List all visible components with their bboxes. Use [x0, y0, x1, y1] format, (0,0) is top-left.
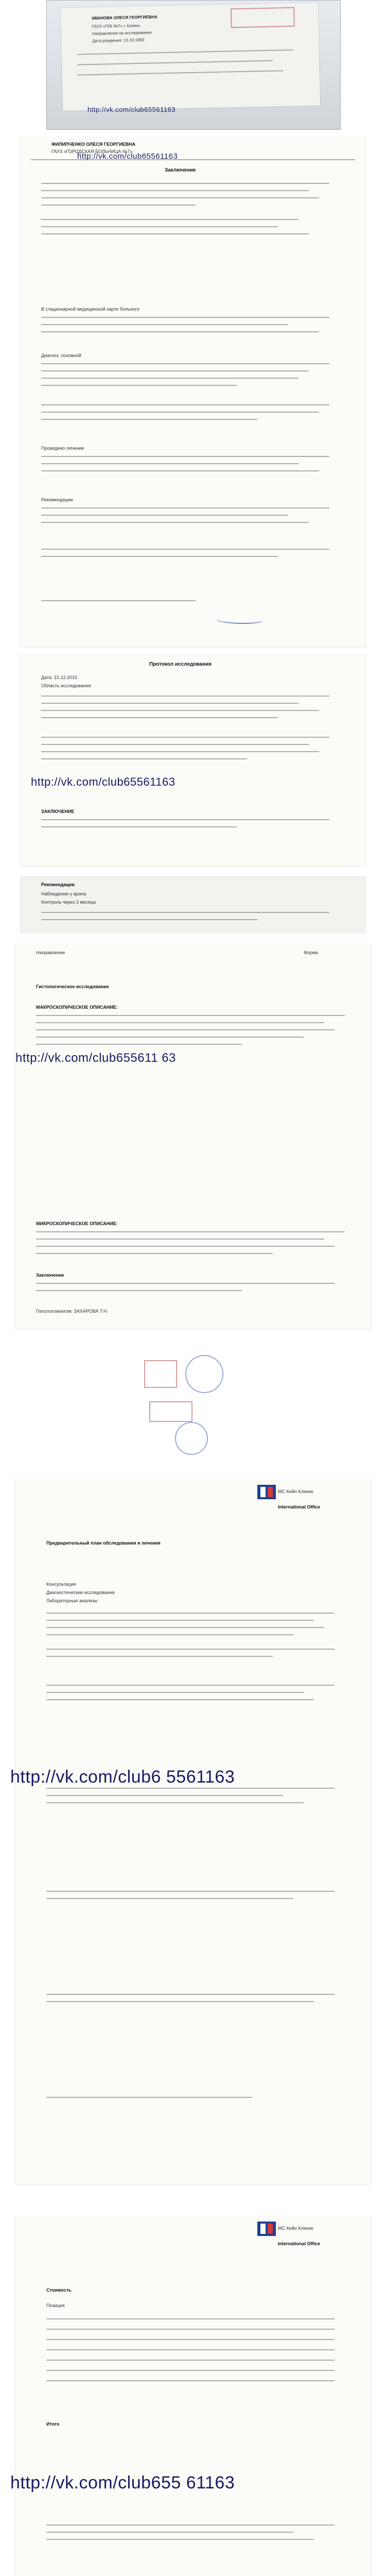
rule: [41, 710, 319, 711]
record-body-4: Рекомендации: [41, 497, 73, 502]
rule: [41, 324, 288, 325]
rule: [36, 1044, 242, 1045]
stamp: [231, 7, 295, 28]
rule: [41, 226, 278, 227]
protocol-line-1: Дата: 15.12.2015: [41, 675, 77, 680]
letter-item-1: Консультация: [46, 1582, 76, 1587]
rule: [36, 1029, 335, 1030]
rule: [36, 1283, 335, 1284]
rule: [46, 1891, 335, 1892]
rule: [46, 2349, 335, 2350]
rule: [36, 1253, 273, 1254]
rule: [41, 463, 299, 464]
rule: [41, 549, 329, 550]
rule: [41, 507, 329, 509]
stamp: [185, 1355, 223, 1393]
rule: [41, 758, 247, 759]
rule: [41, 378, 299, 379]
rule: [41, 515, 288, 516]
rule: [41, 703, 299, 704]
record-clinic: ГАУЗ «ГОРОДСКАЯ БОЛЬНИЦА №7»: [51, 149, 133, 154]
rule: [46, 1802, 304, 1803]
document-page-3: [0, 654, 386, 871]
page1-line3: Направление на исследование: [92, 30, 152, 36]
recommendation-title: Рекомендации: [41, 882, 75, 887]
rule: [46, 1994, 335, 1995]
rule: [46, 1898, 293, 1899]
histology-header-left: Направление: [36, 950, 65, 955]
rule: [77, 49, 293, 55]
rule: [41, 331, 319, 332]
rule: [46, 2097, 252, 2098]
protocol-line-3: ЗАКЛЮЧЕНИЕ: [41, 809, 75, 814]
histology-line-2: МАКРОСКОПИЧЕСКОЕ ОПИСАНИЕ:: [36, 1005, 118, 1010]
rule: [46, 1656, 273, 1657]
rule: [41, 737, 329, 738]
rule: [46, 1634, 293, 1635]
record-section: Заключение: [165, 167, 196, 173]
rule: [41, 522, 309, 523]
scan-sheet: [15, 1479, 371, 2184]
rule: [46, 1613, 335, 1614]
rule: [46, 2329, 335, 2330]
rule: [36, 1015, 345, 1016]
rule: [36, 1246, 335, 1247]
histology-line-3: МИКРОСКОПИЧЕСКОЕ ОПИСАНИЕ:: [36, 1221, 118, 1226]
rule: [46, 2370, 335, 2371]
rule: [41, 826, 237, 827]
rule: [46, 1620, 314, 1621]
watermark-link: http://vk.com/club6 5561163: [10, 1767, 235, 1787]
rule: [41, 233, 309, 234]
rule: [41, 912, 329, 913]
rule: [41, 385, 237, 386]
rule: [41, 744, 309, 745]
stamp: [175, 1422, 208, 1455]
letter-item-3: Лабораторные анализы: [46, 1598, 98, 1603]
recommendation-line-2: Контроль через 3 месяца: [41, 900, 96, 905]
document-page-7: [0, 1479, 386, 2190]
histology-line-4: Заключение: [36, 1273, 64, 1278]
rule: [41, 205, 196, 206]
page1-header: ИВАНОВА ОЛЕСЯ ГЕОРГИЕВНА: [92, 14, 157, 21]
rule: [41, 456, 329, 457]
watermark-link: http://vk.com/club65561163: [31, 775, 176, 788]
rule: [41, 317, 329, 318]
document-page-1: [0, 0, 386, 134]
letter-title: Предварительный план обследования и лечения: [46, 1540, 161, 1546]
rule: [41, 412, 319, 413]
record-body-1: В стационарной медицинской карте больного: [41, 307, 139, 312]
document-page-6: [0, 1340, 386, 1468]
scan-sheet: [21, 137, 365, 647]
stamp: [149, 1401, 192, 1422]
histology-header-right: Форма: [304, 950, 319, 955]
rule: [36, 1290, 242, 1291]
rule: [77, 60, 273, 65]
rule: [36, 1037, 304, 1038]
rule: [41, 470, 319, 471]
scan-sheet: [21, 876, 365, 933]
rule: [41, 600, 196, 601]
rule: [41, 370, 309, 371]
rule: [36, 1239, 324, 1240]
watermark-link: http://vk.com/club655 61163: [10, 2473, 235, 2493]
document-page-4: [0, 876, 386, 938]
letter-item-2: Диагностические исследования: [46, 1590, 115, 1595]
letter-item-2: Итого: [46, 2421, 60, 2427]
clinic-office: International Office: [278, 2241, 321, 2246]
clinic-logo: [257, 1485, 276, 1499]
rule: [46, 1692, 304, 1693]
rule: [41, 717, 278, 718]
scan-sheet: [15, 943, 371, 1329]
page1-line2: ГАУЗ «ГКБ №7» г. Казань: [92, 23, 141, 29]
rule: [46, 2339, 335, 2340]
rule: [46, 2539, 314, 2540]
rule: [46, 1795, 283, 1796]
record-body-2: Диагноз: основной: [41, 353, 81, 358]
watermark-link: http://vk.com/club65561163: [77, 152, 178, 161]
rule: [78, 70, 284, 75]
rule: [36, 1231, 345, 1232]
rule: [41, 696, 329, 697]
stamp: [144, 1360, 177, 1388]
scan-sheet: [21, 654, 365, 866]
rule: [46, 2318, 335, 2319]
document-page-2: [0, 137, 386, 652]
rule: [46, 2001, 314, 2002]
rule: [41, 556, 278, 557]
letter-title: Стоимость: [46, 2287, 72, 2293]
histology-line-1: Гистологическое исследование: [36, 984, 109, 989]
rule: [46, 2532, 293, 2533]
rule: [41, 404, 329, 405]
page1-line4: Дата рождения: 13.10.1993: [92, 37, 145, 43]
scan-sheet: [15, 2215, 371, 2576]
watermark-link: http://vk.com/club65561163: [87, 106, 176, 113]
record-title: ФИЛИПЧЕНКО ОЛЕСЯ ГЕОРГИЕВНА: [51, 142, 135, 147]
histology-line-5: Патологоанатом: ЗАХАРОВА Т.Н.: [36, 1309, 109, 1314]
recommendation-line-1: Наблюдение у врача: [41, 891, 86, 896]
rule: [46, 2380, 335, 2381]
rule: [46, 2524, 335, 2526]
rule: [41, 219, 299, 220]
scan-sheet: [61, 3, 320, 111]
rule: [41, 363, 329, 364]
letter-item-1: Позиция: [46, 2303, 65, 2308]
rule: [46, 1649, 335, 1650]
rule: [41, 751, 319, 752]
protocol-line-2: Область исследования: [41, 683, 91, 688]
signature: [216, 616, 262, 624]
rule: [36, 1022, 324, 1023]
rule: [41, 419, 257, 420]
rule: [41, 197, 319, 198]
rule: [46, 1627, 324, 1628]
document-page-8: [0, 2215, 386, 2576]
clinic-logo: [257, 2222, 276, 2236]
rule: [46, 2360, 335, 2361]
rule: [46, 1685, 335, 1686]
record-body-3: Проведено лечение: [41, 446, 84, 451]
rule: [41, 190, 309, 191]
rule: [41, 183, 329, 184]
rule: [41, 919, 257, 920]
clinic-office: International Office: [278, 1504, 321, 1510]
watermark-link: http://vk.com/club655611 63: [15, 1051, 176, 1065]
clinic-company: МС Кейн Клиник: [278, 2226, 313, 2231]
document-page-5: [0, 943, 386, 1334]
clinic-company: МС Кейн Клиник: [278, 1489, 313, 1494]
rule: [46, 1699, 314, 1700]
protocol-title: Протокол исследования: [149, 662, 212, 667]
rule: [41, 819, 329, 820]
rule: [46, 1788, 335, 1789]
